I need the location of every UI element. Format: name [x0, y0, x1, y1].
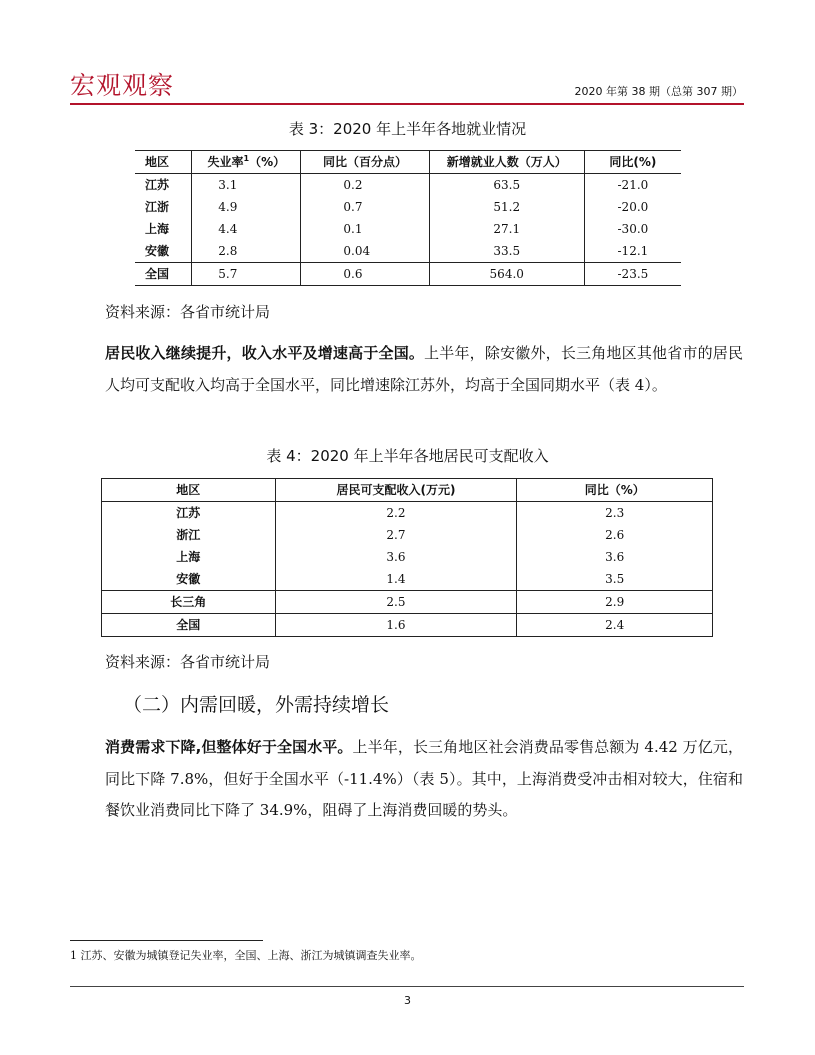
cell-income: 2.5	[275, 591, 517, 614]
cell-region: 江苏	[102, 502, 276, 525]
table4-source: 资料来源：各省市统计局	[105, 653, 271, 671]
cell-income: 3.6	[275, 546, 517, 568]
footnote: 1 江苏、安徽为城镇登记失业率，全国、上海、浙江为城镇调查失业率。	[70, 949, 422, 962]
cell-region: 全国	[135, 263, 192, 286]
cell-jobs-yoy: -30.0	[617, 222, 649, 236]
col-jobs-yoy: 同比(%)	[584, 151, 681, 174]
cell-region: 安徽	[135, 240, 192, 263]
table4-caption: 表 4：2020 年上半年各地居民可支配收入	[266, 447, 549, 465]
table-row	[135, 218, 681, 240]
cell-income: 2.2	[275, 502, 517, 525]
cell-yoy: 2.3	[517, 502, 713, 525]
footnote-marker: 1	[243, 154, 250, 163]
cell-region: 上海	[135, 218, 192, 240]
issue-number: 2020 年第 38 期（总第 307 期）	[574, 85, 743, 98]
cell-yoy: 3.6	[517, 546, 713, 568]
paragraph-consumption-lead: 消费需求下降,但整体好于全国水平。	[105, 738, 353, 756]
table-header-row	[135, 151, 681, 174]
page-number: 3	[404, 994, 411, 1007]
col-unemployment-rate: 失业率$^1$（%）	[192, 151, 301, 174]
paragraph-consumption	[105, 732, 743, 827]
col-region: 地区	[135, 151, 192, 174]
cell-rate: 3.1	[192, 174, 301, 197]
table-row	[102, 591, 713, 614]
header-divider	[70, 103, 744, 105]
cell-jobs-yoy: -12.1	[617, 244, 649, 258]
cell-yoy: 2.6	[517, 524, 713, 546]
col-new-jobs: 新增就业人数（万人）	[429, 151, 584, 174]
cell-region: 江浙	[135, 196, 192, 218]
table3-source: 资料来源：各省市统计局	[105, 303, 271, 321]
table-row	[135, 174, 681, 197]
col-region: 地区	[102, 479, 276, 502]
col-income: 居民可支配收入(万元)	[275, 479, 517, 502]
cell-income: 2.7	[275, 524, 517, 546]
table-row	[135, 196, 681, 218]
cell-region: 长三角	[102, 591, 276, 614]
cell-new-jobs: 51.2	[429, 196, 584, 218]
col-rate-yoy: 同比（百分点）	[301, 151, 429, 174]
cell-jobs-yoy: -21.0	[617, 178, 649, 192]
table-row	[102, 546, 713, 568]
paragraph-consumption-body: 上半年，长三角地区社会消费品零售总额为 4.42 万亿元，同比下降 7.8%，但好于全国水平（-11.4%）（表 5）。其中，上海消费受冲击相对较大，住宿和餐饮业消费同比下降了 34.9%，阻碍了上海消费回暖的势头。	[105, 738, 744, 819]
cell-rate-yoy: 0.2	[301, 174, 429, 197]
table-header-row	[102, 479, 713, 502]
cell-region: 安徽	[102, 568, 276, 591]
cell-income: 1.4	[275, 568, 517, 591]
cell-rate: 5.7	[192, 263, 301, 286]
table3-caption: 表 3：2020 年上半年各地就业情况	[288, 120, 527, 138]
cell-rate: 2.8	[192, 240, 301, 263]
table-row-total	[135, 263, 681, 286]
cell-jobs-yoy: -23.5	[584, 263, 681, 286]
table-row	[102, 502, 713, 525]
cell-region: 江苏	[135, 174, 192, 197]
cell-new-jobs: 33.5	[429, 240, 584, 263]
cell-new-jobs: 63.5	[429, 174, 584, 197]
footer-divider	[70, 986, 744, 987]
cell-rate-yoy: 0.6	[301, 263, 429, 286]
footnote-divider	[70, 940, 263, 941]
table-row	[102, 568, 713, 591]
table-row	[135, 240, 681, 263]
report-title: 宏观观察	[70, 71, 175, 100]
income-table	[101, 478, 713, 637]
cell-new-jobs: 564.0	[429, 263, 584, 286]
employment-table	[135, 150, 681, 286]
cell-rate-yoy: 0.04	[301, 240, 429, 263]
cell-region: 全国	[102, 614, 276, 637]
cell-rate-yoy: 0.1	[301, 218, 429, 240]
col-yoy: 同比（%）	[517, 479, 713, 502]
section-heading: （二）内需回暖，外需持续增长	[123, 694, 390, 716]
cell-rate: 4.4	[192, 218, 301, 240]
cell-income: 1.6	[275, 614, 517, 637]
cell-jobs-yoy: -20.0	[617, 200, 649, 214]
paragraph-income-body: 上半年，除安徽外，长三角地区其他省市的居民人均可支配收入均高于全国水平，同比增速除江苏外，均高于全国同期水平（表 4）。	[105, 344, 743, 394]
table-row	[102, 524, 713, 546]
cell-yoy: 2.4	[517, 614, 713, 637]
cell-new-jobs: 27.1	[429, 218, 584, 240]
paragraph-income	[105, 338, 743, 401]
cell-yoy: 3.5	[517, 568, 713, 591]
cell-rate-yoy: 0.7	[301, 196, 429, 218]
table-row-total	[102, 614, 713, 637]
cell-region: 上海	[102, 546, 276, 568]
cell-region: 浙江	[102, 524, 276, 546]
cell-yoy: 2.9	[517, 591, 713, 614]
paragraph-income-lead: 居民收入继续提升，收入水平及增速高于全国。	[105, 344, 425, 362]
cell-rate: 4.9	[192, 196, 301, 218]
